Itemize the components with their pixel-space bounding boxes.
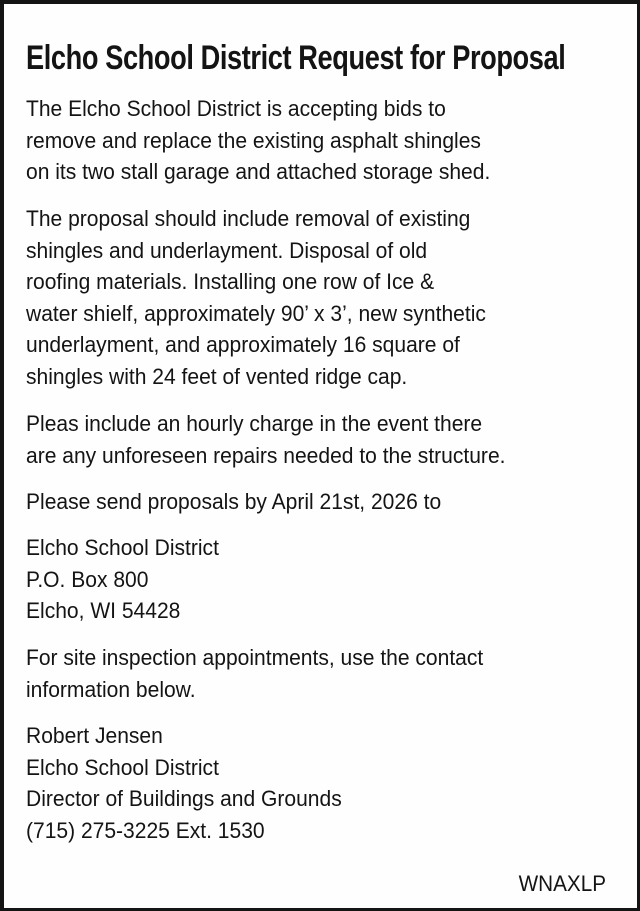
contact-info [26, 720, 342, 846]
contact-phone: (715) 275-3225 Ext. 1530 [26, 817, 265, 843]
scope-line: underlayment, and approximately 16 square of [26, 332, 460, 357]
inspection-line: For site inspection appointments, use the contact [26, 645, 484, 670]
deadline-paragraph [26, 486, 441, 518]
contact-title: Director of Buildings and Grounds [26, 786, 342, 811]
hourly-line: are any unforeseen repairs needed to the structure. [26, 442, 506, 468]
intro-line: remove and replace the existing asphalt shingles [26, 127, 481, 153]
scope-line: roofing materials. Installing one row of Ice & [26, 269, 435, 294]
intro-paragraph [26, 93, 490, 188]
address-line: P.O. Box 800 [26, 566, 149, 592]
intro-line: The Elcho School District is accepting bids to [26, 96, 446, 121]
scope-line: shingles with 24 feet of vented ridge cap. [26, 363, 408, 389]
scope-line: The proposal should include removal of existing [26, 206, 471, 231]
scope-line: water shielf, approximately 90’ x 3’, new synthetic [26, 300, 486, 326]
hourly-line: Pleas include an hourly charge in the event there [26, 411, 483, 436]
contact-organization: Elcho School District [26, 754, 219, 780]
intro-line: on its two stall garage and attached storage shed. [26, 159, 491, 184]
notice-title: Elcho School District Request for Proposal [26, 39, 566, 77]
hourly-charge-paragraph [26, 408, 505, 471]
contact-name: Robert Jensen [26, 723, 163, 748]
deadline-line: Please send proposals by April 21st, 2026 to [26, 489, 442, 514]
inspection-paragraph [26, 642, 483, 705]
mailing-address [26, 532, 219, 627]
scope-line: shingles and underlayment. Disposal of old [26, 237, 428, 263]
scope-paragraph [26, 203, 486, 392]
address-line: Elcho, WI 54428 [26, 598, 181, 623]
ad-code: WNAXLP [518, 871, 606, 896]
address-line: Elcho School District [26, 535, 219, 560]
inspection-line: information below. [26, 676, 196, 702]
